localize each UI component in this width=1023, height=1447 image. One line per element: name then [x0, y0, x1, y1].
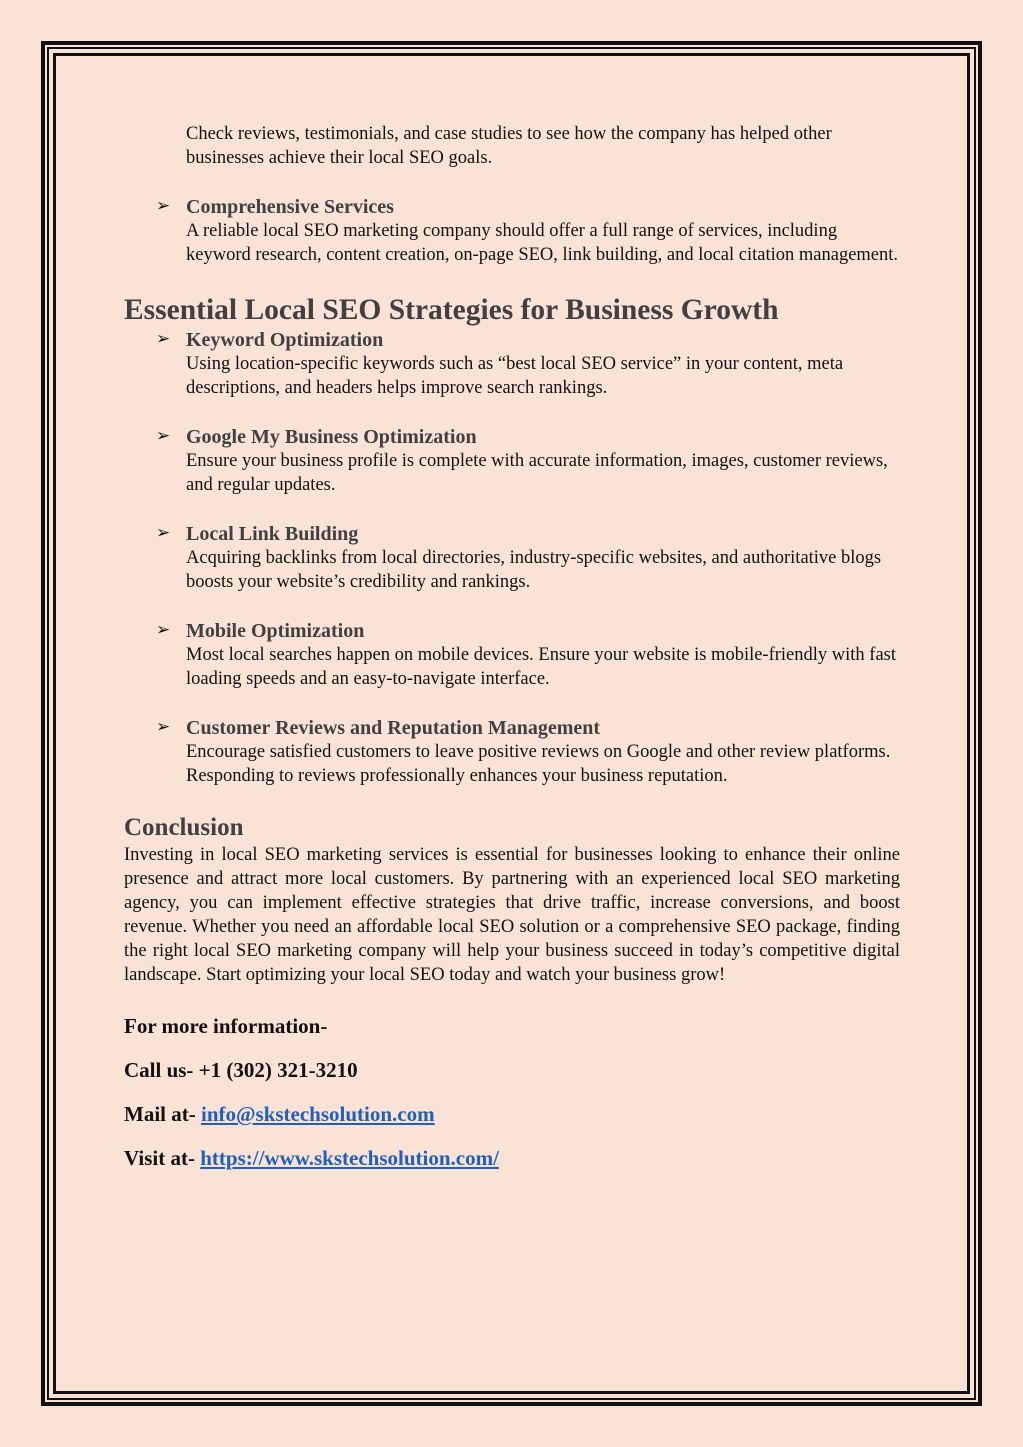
list-item-title: Local Link Building	[186, 523, 359, 545]
contact-info-heading: For more information-	[124, 1014, 328, 1038]
contact-website	[124, 1145, 900, 1171]
list-item-customer-reviews	[156, 716, 900, 788]
conclusion-paragraph: Investing in local SEO marketing services is essential for businesses looking to enhance their online presence and attract more local customers. By partnering with an experienced local SEO marketing agency, you can implement effective strategies that drive traffic, increase conversions, and boost revenue. Whether you need an affordable local SEO solution or a comprehensive SEO package, finding the right local SEO marketing company will help your business succeed in today’s competitive digital landscape. Start optimizing your local SEO today and watch your business grow!	[124, 845, 900, 985]
arrow-bullet-icon: ➢	[156, 523, 171, 543]
list-item-keyword-optimization	[156, 328, 900, 400]
list-item-title: Keyword Optimization	[186, 329, 384, 351]
list-item-text: Most local searches happen on mobile devices. Ensure your website is mobile-friendly with fast loading speeds and an easy-to-navigate interface.	[186, 645, 897, 689]
list-item-text: Ensure your business profile is complete with accurate information, images, customer reviews, and regular updates.	[186, 451, 888, 495]
list-item-text: Using location-specific keywords such as “best local SEO service” in your content, meta descriptions, and headers helps improve search rankings.	[186, 354, 844, 398]
arrow-bullet-icon: ➢	[156, 196, 171, 216]
list-item-text: Encourage satisfied customers to leave positive reviews on Google and other review platforms. Responding to reviews professionally enhances your business reputation.	[186, 742, 891, 786]
list-item-title: Customer Reviews and Reputation Management	[186, 717, 601, 739]
list-item-comprehensive-services	[156, 195, 900, 267]
section-heading-conclusion: Conclusion	[124, 814, 244, 841]
intro-paragraph: Check reviews, testimonials, and case studies to see how the company has helped other businesses achieve their local SEO goals.	[186, 124, 832, 168]
email-link[interactable]: info@skstechsolution.com	[200, 1102, 435, 1126]
list-item-mobile-optimization	[156, 619, 900, 691]
list-item-google-my-business	[156, 425, 900, 497]
visit-label: Visit at-	[124, 1146, 201, 1170]
list-item-title: Mobile Optimization	[186, 620, 365, 642]
list-item-title: Comprehensive Services	[186, 196, 394, 218]
arrow-bullet-icon: ➢	[156, 717, 171, 737]
mail-label: Mail at-	[124, 1102, 201, 1126]
arrow-bullet-icon: ➢	[156, 426, 171, 446]
arrow-bullet-icon: ➢	[156, 620, 171, 640]
section-heading-strategies: Essential Local SEO Strategies for Business Growth	[124, 294, 779, 326]
website-link[interactable]: https://www.skstechsolution.com/	[200, 1146, 499, 1170]
list-item-local-link-building	[156, 522, 900, 594]
arrow-bullet-icon: ➢	[156, 329, 171, 349]
document-body	[124, 122, 900, 1171]
list-item-title: Google My Business Optimization	[186, 426, 477, 448]
contact-mail	[124, 1101, 900, 1127]
contact-phone: Call us- +1 (302) 321-3210	[124, 1058, 358, 1082]
list-item-text: A reliable local SEO marketing company should offer a full range of services, including keyword research, content creation, on-page SEO, link building, and local citation management.	[186, 221, 899, 265]
list-item-text: Acquiring backlinks from local directories, industry-specific websites, and authoritative blogs boosts your website’s credibility and rankings.	[186, 548, 882, 592]
